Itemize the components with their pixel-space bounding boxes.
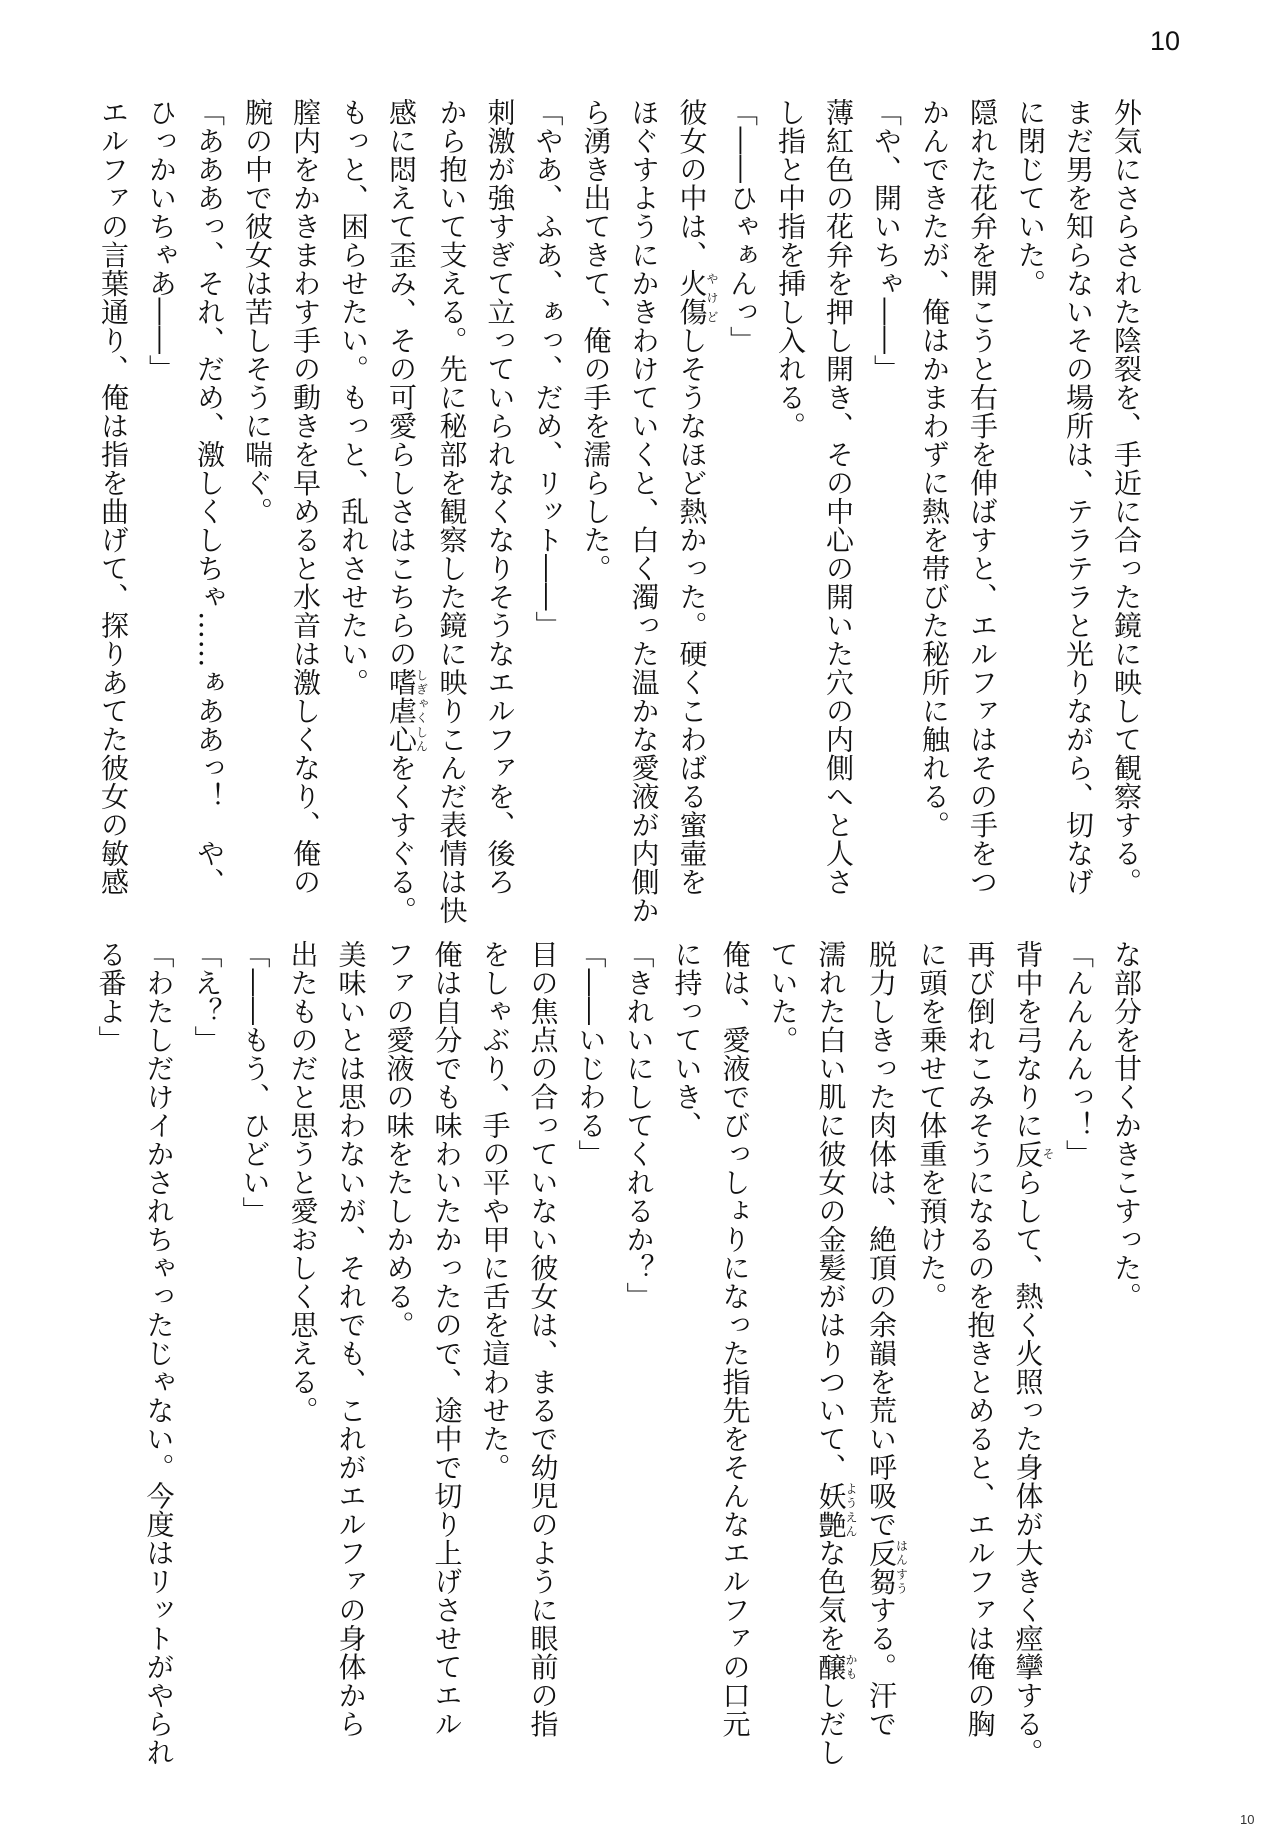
text-segment: 「やあ、ふあ、ぁっ、だめ、リット――」 [531, 98, 565, 640]
text-line [89, 98, 137, 938]
text-segment: 俺は自分でも味わいたかったので、途中で切り上げさせてエル [430, 940, 464, 1738]
text-segment: 目の焦点の合っていない彼女は、まるで幼児のように眼前の指 [526, 940, 560, 1738]
text-segment: から抱いて支える。先に秘部を観察した鏡に映りこんだ表情は快 [435, 98, 469, 925]
page-number-top: 10 [1150, 26, 1181, 56]
text-line [428, 98, 476, 938]
text-line [377, 98, 428, 938]
text-line [1006, 98, 1054, 938]
text-segment: 濡れた白い肌に彼女の金髪がはりついて、 [814, 940, 848, 1482]
text-segment: な部分を甘くかきこすった。 [1110, 940, 1143, 1311]
text-segment: 「わたしだけイかされちゃったじゃない。今度はリットがやられ [142, 940, 176, 1767]
text-line [814, 98, 862, 938]
text-line [956, 940, 1004, 1800]
text-segment: 彼女の中は、 [675, 98, 709, 269]
text-segment: まだ男を知らないその場所は、テラテラと光りながら、切なげ [1062, 98, 1095, 896]
ruby-text: はんすう [894, 1538, 909, 1596]
text-line [1054, 98, 1102, 938]
ruby-base: 反芻 [865, 1538, 898, 1596]
text-segment: 「きれいにしてくれるか？」 [622, 940, 656, 1311]
text-segment: し指と中指を挿し入れる。 [774, 98, 807, 440]
text-segment: な色気を [814, 1538, 848, 1653]
text-segment: に閉じていた。 [1014, 98, 1047, 298]
text-line [857, 940, 908, 1800]
text-segment: 背中を弓なりに [1011, 940, 1045, 1140]
ruby-text: しぎゃくしん [414, 668, 429, 754]
text-segment: 隠れた花弁を開こうと右手を伸ばすと、エルファはその手をつ [966, 98, 999, 896]
text-segment: ほぐすようにかきわけていくと、白く濁った温かな愛液が内側か [627, 98, 661, 925]
text-segment: 「――いじわる」 [574, 940, 608, 1168]
text-segment: 「あああっ、それ、だめ、激しくしちゃ……ぁああっ！ や、 [193, 98, 226, 896]
text-line [668, 98, 719, 938]
text-line [1102, 940, 1150, 1800]
text-segment: 出たものだと思うと愛おしく思える。 [286, 940, 320, 1425]
text-line [87, 940, 135, 1800]
text-segment: 外気にさらされた陰裂を、手近に合った鏡に映して観察する。 [1110, 98, 1143, 896]
text-line [1102, 98, 1150, 938]
text-line [1054, 940, 1102, 1800]
text-line [233, 98, 281, 938]
text-line [375, 940, 423, 1800]
text-segment: もっと、困らせたい。もっと、乱れさせたい。 [337, 98, 370, 697]
text-segment: 美味いとは思わないが、それでも、これがエルファの身体から [334, 940, 368, 1738]
text-segment: ていた。 [766, 940, 800, 1054]
text-line [615, 940, 663, 1800]
text-segment: 俺は、愛液でびっしょりになった指先をそんなエルファの口元 [718, 940, 752, 1738]
text-line [1004, 940, 1055, 1800]
text-line [908, 940, 956, 1800]
text-segment: かんできたが、俺はかまわずに熱を帯びた秘所に触れる。 [918, 98, 951, 839]
page-number-bottom: 10 [1240, 1812, 1255, 1827]
ruby-annotation [385, 668, 429, 754]
text-segment: 「んんんんっ！」 [1062, 940, 1095, 1168]
text-segment: 再び倒れこみそうになるのを抱きとめると、エルファは俺の胸 [963, 940, 997, 1738]
ruby-annotation [675, 269, 719, 326]
text-block-top [89, 98, 1150, 938]
text-segment: ら湧き出てきて、俺の手を濡らした。 [579, 98, 613, 583]
text-segment: をくすぐる。 [385, 753, 418, 925]
text-segment: 刺激が強すぎて立っていられなくなりそうなエルファを、後ろ [483, 98, 517, 896]
text-line [910, 98, 958, 938]
text-line [759, 940, 807, 1800]
text-line [862, 98, 910, 938]
text-block-bottom [87, 940, 1151, 1800]
text-segment: ファの愛液の味をたしかめる。 [382, 940, 416, 1339]
text-segment: エルファの言葉通り、俺は指を曲げて、探りあてた彼女の敏感 [97, 98, 130, 896]
ruby-base: 妖艶 [814, 1481, 848, 1539]
text-line [519, 940, 567, 1800]
text-segment: しだし [814, 1681, 848, 1767]
ruby-base: 醸 [814, 1652, 848, 1681]
text-line [476, 98, 524, 938]
text-segment: 「や、開いちゃ――」 [870, 98, 903, 383]
text-segment: らして、熱く火照った身体が大きく痙攣する。 [1011, 1168, 1045, 1767]
text-segment: 「――ひゃぁんっ」 [726, 98, 759, 355]
text-line [329, 98, 377, 938]
text-segment: 薄紅色の花弁を押し開き、その中心の開いた穴の内側へと人さ [822, 98, 855, 896]
text-segment: に持っていき、 [670, 940, 704, 1140]
text-segment: 「え？」 [190, 940, 224, 1054]
ruby-text: やけど [705, 269, 719, 326]
ruby-text: ようえん [844, 1481, 858, 1539]
text-line [663, 940, 711, 1800]
text-segment: 膣内をかきまわす手の動きを早めると水音は激しくなり、俺の [289, 98, 322, 896]
text-line [281, 98, 329, 938]
text-segment: する。汗で [865, 1595, 898, 1738]
text-line [327, 940, 375, 1800]
ruby-base: 火傷 [675, 269, 709, 326]
text-line [567, 940, 615, 1800]
ruby-annotation [814, 1481, 858, 1539]
ruby-annotation [814, 1652, 858, 1682]
ruby-annotation [865, 1538, 909, 1596]
text-segment: 脱力しきった肉体は、絶頂の余韻を荒い呼吸で [865, 940, 898, 1539]
text-line [958, 98, 1006, 938]
ruby-base: 嗜虐心 [385, 668, 418, 754]
text-line [183, 940, 231, 1800]
text-line [185, 98, 233, 938]
ruby-base: 反 [1011, 1139, 1045, 1168]
text-segment: 「――もう、ひどい」 [238, 940, 272, 1225]
text-segment: る番よ」 [94, 940, 128, 1054]
text-line [807, 940, 858, 1800]
text-line [423, 940, 471, 1800]
text-line [524, 98, 572, 938]
text-line [231, 940, 279, 1800]
text-segment: ひっかいちゃあ――」 [145, 98, 178, 383]
ruby-text: かも [844, 1652, 858, 1681]
text-segment: 感に悶えて歪み、その可愛らしさはこちらの [385, 98, 418, 668]
text-line [620, 98, 668, 938]
text-line [572, 98, 620, 938]
text-line [137, 98, 185, 938]
text-segment: 腕の中で彼女は苦しそうに喘ぐ。 [241, 98, 274, 526]
text-line [718, 98, 766, 938]
text-line [471, 940, 519, 1800]
text-line [279, 940, 327, 1800]
text-line [135, 940, 183, 1800]
text-line [766, 98, 814, 938]
ruby-annotation [1011, 1139, 1055, 1169]
text-segment: しそうなほど熱かった。硬くこわばる蜜壷を [675, 326, 709, 896]
text-segment: に頭を乗せて体重を預けた。 [915, 940, 949, 1311]
ruby-text: そ [1041, 1139, 1055, 1168]
text-segment: をしゃぶり、手の平や甲に舌を這わせた。 [478, 940, 512, 1482]
text-line [711, 940, 759, 1800]
